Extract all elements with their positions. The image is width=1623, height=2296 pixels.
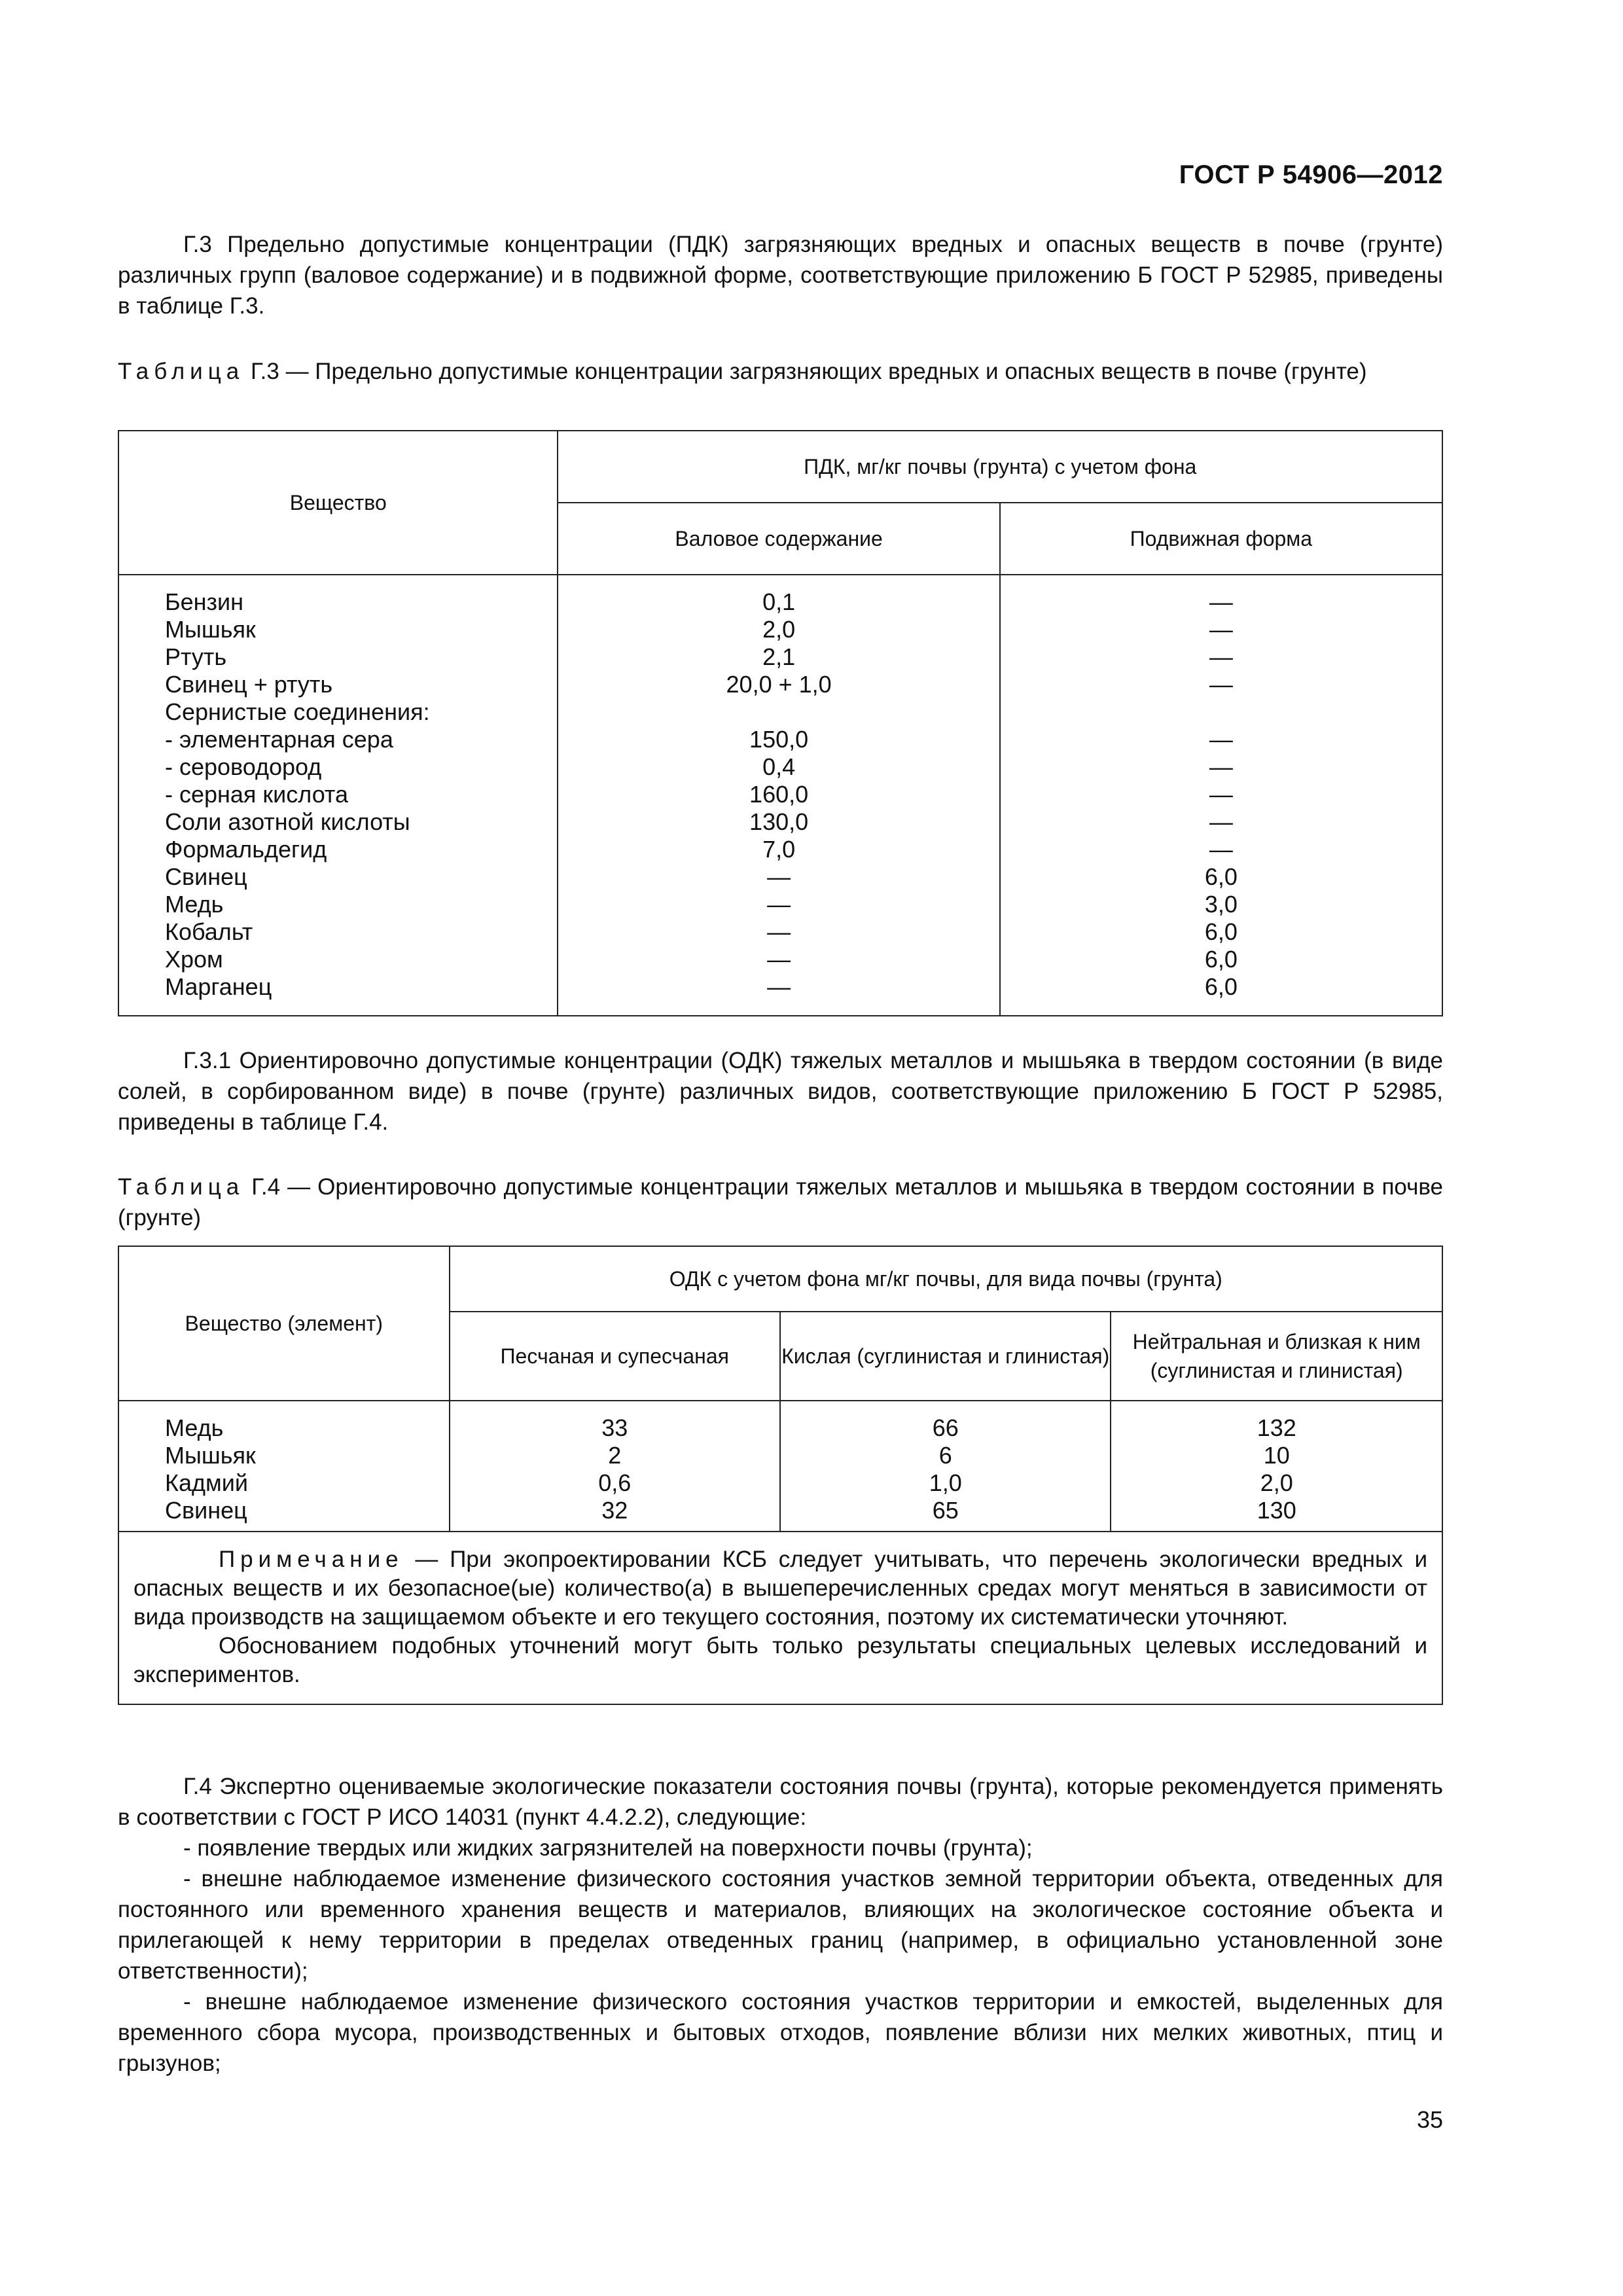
table3-cell-substance: Свинец [165, 863, 247, 890]
table4-cell-acid: 6 [938, 1442, 952, 1469]
table3-mobile-column [1000, 575, 1442, 1016]
table3-cell-substance: Сернистые соединения: [165, 698, 430, 725]
table3-gross-column [558, 575, 999, 1016]
table4-header-group: ОДК с учетом фона мг/кг почвы, для вида почвы (грунта) [450, 1246, 1442, 1312]
table4-acid-column [780, 1401, 1111, 1532]
table4-cell-substance: Свинец [165, 1497, 247, 1524]
table3-cell-substance: - сероводород [165, 753, 322, 780]
note-label: Примечание [219, 1547, 404, 1572]
table4-cell-substance: Мышьяк [165, 1442, 256, 1469]
table4-cell-neutral: 10 [1263, 1442, 1290, 1469]
table-g3 [118, 430, 1443, 1016]
bullet-list [118, 1833, 1443, 2079]
table3-cell-mobile: 3,0 [1204, 891, 1238, 918]
bullet-item-text: - внешне наблюдаемое изменение физического состояния участков территории и емкостей, выделенных для временного сбора мусора, производственных и бытовых отходов, появление вблизи них мелких животных, птиц и грызунов; [118, 1989, 1443, 2076]
table3-cell-mobile: — [1209, 781, 1233, 808]
bullet-item-text: - появление твердых или жидких загрязнителей на поверхности почвы (грунта); [183, 1835, 1033, 1861]
table3-cell-mobile: 6,0 [1204, 973, 1238, 1000]
table3-cell-gross: 0,4 [762, 753, 796, 780]
table3-caption [118, 356, 1443, 387]
paragraph-g4-text: Г.4 Экспертно оцениваемые экологические показатели состояния почвы (грунта), которые рекомендуется применять в соответствии с ГОСТ Р ИСО 14031 (пункт 4.4.2.2), следующие: [118, 1774, 1443, 1830]
table3-cell-gross: — [767, 891, 791, 918]
table3-caption-label: Таблица [118, 359, 245, 384]
page-number: 35 [1416, 2106, 1443, 2133]
bullet-item [118, 1986, 1443, 2079]
table3-cell-gross: 2,0 [762, 616, 796, 643]
table-g4 [118, 1246, 1443, 1705]
table3-cell-substance: - элементарная сера [165, 726, 393, 753]
table3-cell-mobile [1001, 698, 1441, 726]
table3-cell-gross: 150,0 [749, 726, 809, 753]
table3-cell-substance: - серная кислота [165, 781, 349, 808]
table3-cell-substance: Бензин [165, 588, 244, 615]
table3-cell-substance: Соли азотной кислоты [165, 808, 410, 835]
table3-cell-mobile: — [1209, 726, 1233, 753]
table4-cell-neutral: 132 [1257, 1414, 1296, 1441]
table4-header-sandy: Песчаная и супесчаная [450, 1312, 780, 1401]
table3-cell-mobile: 6,0 [1204, 863, 1238, 890]
table3-cell-gross: 130,0 [749, 808, 809, 835]
paragraph-g3 [118, 229, 1443, 321]
table4-note [118, 1532, 1442, 1704]
document-header: ГОСТ Р 54906—2012 [1179, 160, 1443, 189]
note-text-2: Обоснованием подобных уточнений могут быть только результаты специальных целевых исследований и экспериментов. [134, 1633, 1427, 1687]
paragraph-g4 [118, 1771, 1443, 1833]
table4-header-neutral: Нейтральная и близкая к ним (суглинистая и глинистая) [1111, 1312, 1442, 1401]
table3-cell-substance: Свинец + ртуть [165, 671, 333, 698]
table4-cell-neutral: 130 [1257, 1497, 1296, 1524]
table3-header-gross: Валовое содержание [558, 503, 999, 575]
table3-cell-mobile: — [1209, 808, 1233, 835]
table4-cell-sandy: 0,6 [598, 1469, 632, 1496]
table4-caption-text: Г.4 — Ориентировочно допустимые концентрации тяжелых металлов и мышьяка в твердом состоянии в почве (грунте) [118, 1174, 1443, 1230]
table3-caption-text: Г.3 — Предельно допустимые концентрации загрязняющих вредных и опасных веществ в почве (грунте) [250, 359, 1367, 384]
bullet-item [118, 1863, 1443, 1986]
table4-cell-sandy: 32 [601, 1497, 628, 1524]
table4-caption-label: Таблица [118, 1174, 245, 1200]
table3-cell-mobile: 6,0 [1204, 946, 1238, 973]
table3-cell-substance: Медь [165, 891, 224, 918]
table4-header-substance: Вещество (элемент) [118, 1246, 450, 1401]
table4-cell-neutral: 2,0 [1260, 1469, 1293, 1496]
table4-cell-substance: Кадмий [165, 1469, 248, 1496]
table4-cell-sandy: 2 [608, 1442, 622, 1469]
table4-neutral-column [1111, 1401, 1442, 1532]
table3-cell-mobile: 6,0 [1204, 918, 1238, 945]
table4-cell-acid: 1,0 [929, 1469, 962, 1496]
table3-cell-mobile: — [1209, 836, 1233, 863]
table3-cell-substance: Мышьяк [165, 616, 256, 643]
paragraph-g31 [118, 1045, 1443, 1138]
table3-cell-substance: Марганец [165, 973, 272, 1000]
table3-substance-column [118, 575, 558, 1016]
table4-cell-sandy: 33 [601, 1414, 628, 1441]
table3-cell-gross: — [767, 863, 791, 890]
table3-header-group: ПДК, мг/кг почвы (грунта) с учетом фона [558, 431, 1442, 503]
table4-cell-substance: Медь [165, 1414, 224, 1441]
table3-cell-gross: 7,0 [762, 836, 796, 863]
table3-cell-substance: Ртуть [165, 643, 227, 670]
table4-sandy-column [450, 1401, 780, 1532]
paragraph-g3-text: Г.3 Предельно допустимые концентрации (ПДК) загрязняющих вредных и опасных веществ в почве (грунте) различных групп (валовое содержание) и в подвижной форме, соответствующие приложению Б ГОСТ Р 52985, приведены в таблице Г.3. [118, 232, 1443, 319]
table3-header-substance: Вещество [118, 431, 558, 575]
table3-cell-mobile: — [1209, 616, 1233, 643]
table3-cell-gross: — [767, 946, 791, 973]
table3-cell-gross [559, 698, 998, 726]
table3-cell-substance: Хром [165, 946, 223, 973]
table3-cell-gross: 2,1 [762, 643, 796, 670]
note-text-1: — При экопроектировании КСБ следует учитывать, что перечень экологически вредных и опасных веществ и их безопасное(ые) количество(а) в вышеперечисленных средах могут меняться в зависимости от вида производств на защищаемом объекте и его текущего состояния, поэтому их систематически уточняют. [134, 1547, 1427, 1630]
table4-caption [118, 1172, 1443, 1233]
table3-cell-gross: 0,1 [762, 588, 796, 615]
table4-cell-acid: 66 [932, 1414, 959, 1441]
bullet-item [118, 1833, 1443, 1863]
table3-cell-gross: 160,0 [749, 781, 809, 808]
table3-cell-mobile: — [1209, 753, 1233, 780]
table3-cell-substance: Кобальт [165, 918, 253, 945]
paragraph-g31-text: Г.3.1 Ориентировочно допустимые концентрации (ОДК) тяжелых металлов и мышьяка в твердом состоянии (в виде солей, в сорбированном виде) в почве (грунте) различных видов, соответствующие приложению Б ГОСТ Р 52985, приведены в таблице Г.4. [118, 1048, 1443, 1135]
table3-cell-gross: — [767, 918, 791, 945]
table3-cell-mobile: — [1209, 588, 1233, 615]
table3-cell-gross: 20,0 + 1,0 [726, 671, 832, 698]
table3-cell-mobile: — [1209, 671, 1233, 698]
table4-header-acid: Кислая (суглинистая и глинистая) [780, 1312, 1111, 1401]
table4-substance-column [118, 1401, 450, 1532]
table3-cell-mobile: — [1209, 643, 1233, 670]
table3-cell-gross: — [767, 973, 791, 1000]
table3-cell-substance: Формальдегид [165, 836, 327, 863]
bullet-item-text: - внешне наблюдаемое изменение физического состояния участков земной территории объекта, отведенных для постоянного или временного хранения веществ и материалов, влияющих на экологическое состояние объекта и прилегающей к нему территории в пределах отведенных границ (например, в официально установленной зоне ответственности); [118, 1866, 1443, 1984]
table3-header-mobile: Подвижная форма [1000, 503, 1442, 575]
table4-cell-acid: 65 [932, 1497, 959, 1524]
